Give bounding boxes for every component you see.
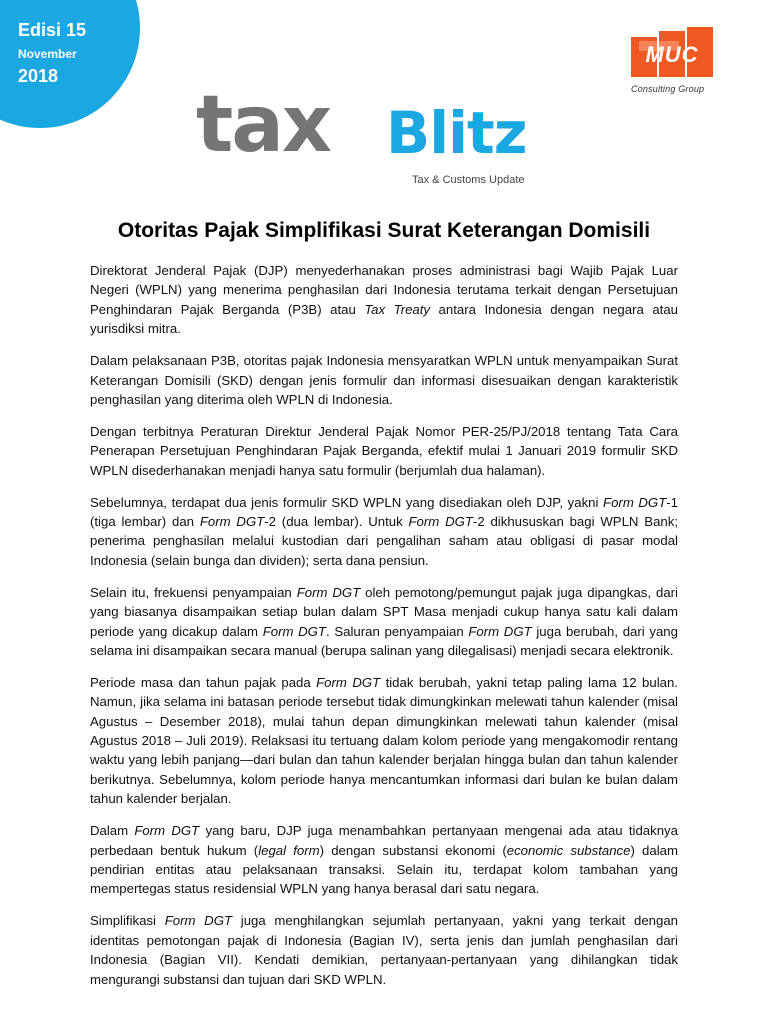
muc-logo-mark	[631, 27, 713, 81]
italic-run: economic substance	[506, 842, 631, 858]
text-run: Direktorat Jenderal Pajak (DJP) menyederhanakan proses administrasi bagi Wajib Pajak Luar Negeri (WPLN) yang menerima penghasilan dari Indonesia terutama terkait dengan Persetujuan Penghindaran Pajak Berganda (P3B) atau	[90, 263, 678, 317]
article-paragraph	[90, 422, 678, 480]
italic-run: Form DGT	[199, 513, 265, 529]
text-run: Periode masa dan tahun pajak pada	[90, 674, 317, 690]
text-run: Dalam	[90, 823, 135, 839]
muc-logo-text: MUC	[645, 42, 699, 67]
masthead-tagline: Tax & Customs Update	[412, 174, 525, 186]
text-run: . Saluran penyampaian	[326, 623, 469, 639]
article-paragraph	[90, 583, 678, 661]
article-paragraph	[90, 911, 678, 989]
italic-run: Form DGT	[603, 494, 667, 510]
article-body	[90, 261, 678, 1001]
text-run: antara Indonesia dengan negara atau yurisdiksi mitra.	[90, 301, 678, 337]
text-run: tidak berubah, yakni tetap paling lama 12 bulan. Namun, jika selama ini batasan periode tersebut tidak dimungkinkan melewati tahun kalender (misal Agustus – Desember 2018), mulai tahun depan dimungkinkan melewati tahun kalender (misal Agustus 2018 – Juli 2019). Relaksasi itu tertuang dalam kolom periode yang mengakomodir rentang waktu yang lebih panjang—dari bulan dan tahun kalender berjalan hingga bulan dan tahun kalender berikutnya. Sebelumnya, kolom periode hanya mencantumkan informasi dari bulan ke bulan dalam tahun kalender berjalan.	[90, 674, 678, 807]
italic-run: Form DGT	[262, 623, 326, 639]
italic-run: Form DGT	[316, 674, 381, 690]
italic-run: Form DGT	[408, 513, 473, 529]
text-run: ) dalam pendirian entitas atau pelaksanaan transaksi. Selain itu, terdapat kolom tambahan yang mempertegas status residensial WPLN yang hanya berasal dari satu negara.	[90, 842, 678, 897]
text-run: Dengan terbitnya Peraturan Direktur Jenderal Pajak Nomor PER-25/PJ/2018 tentang Tata Cara Penerapan Persetujuan Penghindaran Pajak Berganda, efektif mulai 1 Januari 2019 formulir SKD WPLN disederhanakan menjadi hanya satu formulir (berjumlah dua halaman).	[90, 423, 678, 478]
text-run: Sebelumnya, terdapat dua jenis formulir SKD WPLN yang disediakan oleh DJP, yakni	[90, 494, 604, 510]
edition-badge	[18, 20, 86, 87]
masthead-logo	[196, 80, 546, 190]
italic-run: legal form	[258, 842, 320, 858]
text-run: Selain itu, frekuensi penyampaian	[90, 584, 297, 600]
muc-logo	[627, 27, 727, 97]
article-title: Otoritas Pajak Simplifikasi Surat Keterangan Domisili	[117, 219, 651, 242]
italic-run: Form DGT	[164, 913, 233, 929]
masthead-word-blitz: Blitz	[386, 99, 527, 167]
article-paragraph	[90, 261, 678, 339]
text-run: oleh pemotong/pemungut pajak juga dipangkas, dari yang biasanya disampaikan setiap bulan dalam SPT Masa menjadi cukup hanya satu kali dalam periode yang dicakup dalam	[90, 584, 678, 639]
italic-run: Form DGT	[134, 823, 200, 839]
edition-month: November	[18, 47, 77, 61]
text-run: -2 dikhususkan bagi WPLN Bank; penerima penghasilan melalui kustodian dari pengalihan saham atau obligasi di pasar modal Indonesia (selain bunga dan dividen); serta dana pensiun.	[90, 513, 678, 568]
text-run: -2 (dua lembar). Untuk	[264, 513, 409, 529]
text-run: Dalam pelaksanaan P3B, otoritas pajak Indonesia mensyaratkan WPLN untuk menyampaikan Surat Keterangan Domisili (SKD) dengan jenis formulir dan informasi disesuaikan dengan karakteristik penghasilan yang diterima oleh WPLN di Indonesia.	[90, 353, 678, 407]
edition-number: Edisi 15	[18, 20, 87, 40]
text-run: juga menghilangkan sejumlah pertanyaan, yakni yang terkait dengan identitas pemotongan pajak di Indonesia (Bagian IV), serta jenis dan jumlah penghasilan dari Indonesia (Bagian VII). Kendati demikian, pertanyaan-pertanyaan yang dihilangkan tidak mengurangi substansi dan tujuan dari SKD WPLN.	[90, 913, 678, 987]
italic-run: Form DGT	[296, 584, 361, 600]
edition-year: 2018	[18, 66, 59, 86]
text-run: Simplifikasi	[90, 913, 165, 929]
article-paragraph	[90, 493, 678, 571]
italic-run: Form DGT	[468, 623, 532, 639]
text-run: -1 (tiga lembar) dan	[90, 494, 678, 529]
article-paragraph	[90, 821, 678, 899]
text-run: juga berubah, dari yang selama ini disampaikan secara manual (berupa salinan yang dilegalisasi) menjadi secara elektronik.	[90, 623, 678, 658]
italic-run: Tax Treaty	[364, 301, 431, 317]
text-run: yang baru, DJP juga menambahkan pertanyaan mengenai ada atau tidaknya perbedaan bentuk hukum (	[90, 823, 678, 858]
text-run: ) dengan substansi ekonomi (	[319, 842, 507, 858]
masthead-word-tax: tax	[196, 80, 331, 170]
article-paragraph	[90, 351, 678, 409]
article-paragraph	[90, 673, 678, 809]
muc-logo-subtitle: Consulting Group	[631, 84, 705, 94]
